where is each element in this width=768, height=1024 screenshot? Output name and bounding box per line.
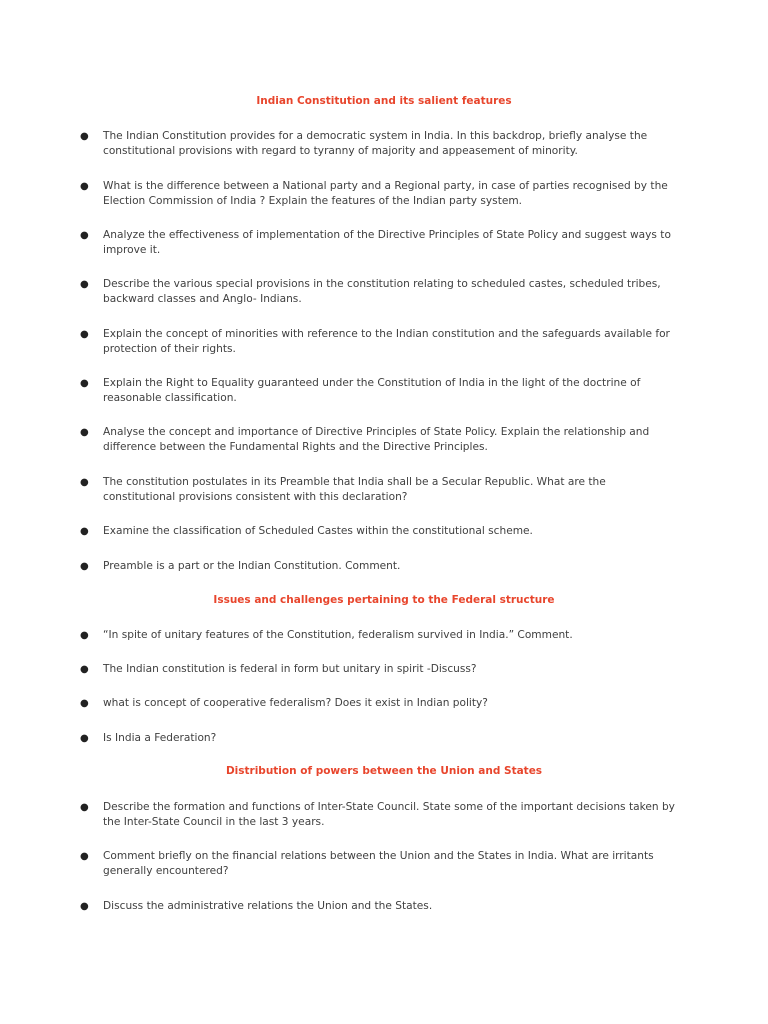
bullet-icon: ● [80, 181, 89, 192]
list-item-text: Explain the Right to Equality guaranteed under the Constitution of India in the light of the doctrine of reasonable classification. [103, 377, 641, 404]
list-item-text: The Indian constitution is federal in form but unitary in spirit -Discuss? [103, 663, 477, 675]
list-item-text: What is the difference between a National party and a Regional party, in case of parties recognised by the Election Commission of India ? Explain the features of the Indian party system. [103, 180, 668, 207]
list-item-text: Comment briefly on the financial relations between the Union and the States in India. What are irritants generally encountered? [103, 850, 654, 877]
bullet-icon: ● [80, 230, 89, 241]
list-item-text: The Indian Constitution provides for a democratic system in India. In this backdrop, briefly analyse the constitutional provisions with regard to tyranny of majority and appeasement of minority. [103, 130, 648, 157]
bullet-icon: ● [80, 802, 89, 813]
list-item-text: Describe the various special provisions in the constitution relating to scheduled castes, scheduled tribes, backward classes and Anglo- Indians. [103, 278, 661, 305]
list-item-text: Describe the formation and functions of Inter-State Council. State some of the important decisions taken by the Inter-State Council in the last 3 years. [103, 801, 675, 828]
list-item-text: Explain the concept of minorities with reference to the Indian constitution and the safeguards available for protection of their rights. [103, 328, 670, 355]
section-heading-federal-structure: Issues and challenges pertaining to the Federal structure [213, 594, 555, 606]
list-item-text: Examine the classification of Scheduled Castes within the constitutional scheme. [103, 525, 533, 537]
list-item-text: Analyze the effectiveness of implementation of the Directive Principles of State Policy and suggest ways to improve it. [103, 229, 671, 256]
bullet-icon: ● [80, 526, 89, 537]
bullet-icon: ● [80, 664, 89, 675]
bullet-icon: ● [80, 630, 89, 641]
bullet-icon: ● [80, 279, 89, 290]
bullet-icon: ● [80, 901, 89, 912]
bullet-icon: ● [80, 477, 89, 488]
list-item-text: “In spite of unitary features of the Constitution, federalism survived in India.” Comment. [103, 629, 573, 641]
bullet-icon: ● [80, 733, 89, 744]
list-item-text: The constitution postulates in its Preamble that India shall be a Secular Republic. What are the constitutional provisions consistent with this declaration? [103, 476, 606, 503]
bullet-icon: ● [80, 131, 89, 142]
bullet-icon: ● [80, 698, 89, 709]
list-item-text: Analyse the concept and importance of Directive Principles of State Policy. Explain the relationship and difference between the Fundamental Rights and the Directive Principles. [103, 426, 650, 453]
list-item-text: what is concept of cooperative federalism? Does it exist in Indian polity? [103, 697, 488, 709]
list-item-text: Preamble is a part or the Indian Constitution. Comment. [103, 560, 401, 572]
bullet-icon: ● [80, 561, 89, 572]
bullet-icon: ● [80, 329, 89, 340]
list-item-text: Is India a Federation? [103, 732, 217, 744]
list-item-text: Discuss the administrative relations the Union and the States. [103, 900, 433, 912]
bullet-icon: ● [80, 851, 89, 862]
bullet-icon: ● [80, 378, 89, 389]
section-heading-constitution: Indian Constitution and its salient features [256, 95, 512, 107]
bullet-icon: ● [80, 427, 89, 438]
section-heading-distribution-of-powers: Distribution of powers between the Union and States [225, 765, 543, 777]
